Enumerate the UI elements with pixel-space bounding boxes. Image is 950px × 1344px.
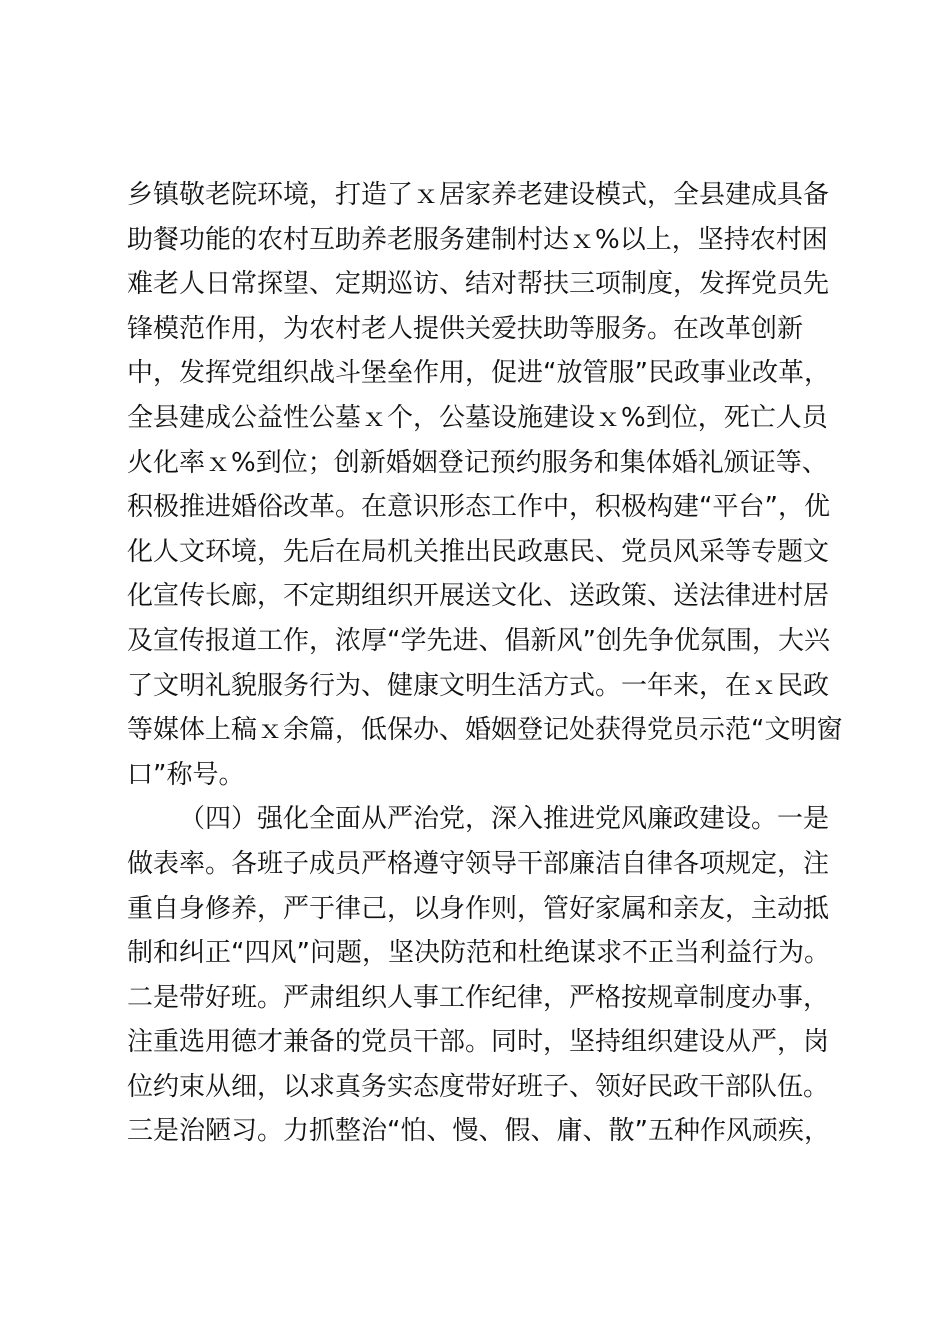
text-line: 重自身修养，严于律己，以身作则，管好家属和亲友，主动抵 [127,893,830,924]
text-line: 中，发挥党组织战斗堡垒作用，促进“放管服”民政事业改革， [127,358,830,389]
text-line: 注重选用德才兼备的党员干部。同时，坚持组织建设从严，岗 [127,1027,830,1058]
text-line: 等媒体上稿ｘ余篇，低保办、婚姻登记处获得党员示范“文明窗 [127,715,843,746]
text-line: 三是治陋习。力抓整治“怕、慢、假、庸、散”五种作风顽疾， [127,1116,830,1147]
text-line: 火化率ｘ%到位；创新婚姻登记预约服务和集体婚礼颁证等、 [127,447,828,478]
text-line: 二是带好班。严肃组织人事工作纪律，严格按规章制度办事， [127,982,830,1013]
text-line: 口”称号。 [127,759,245,790]
text-line: 助餐功能的农村互助养老服务建制村达ｘ%以上，坚持农村困 [127,224,828,255]
text-line: 位约束从细，以求真务实态度带好班子、领好民政干部队伍。 [127,1071,830,1102]
text-line: 做表率。各班子成员严格遵守领导干部廉洁自律各项规定，注 [127,848,830,879]
section-heading-line: （四）强化全面从严治党，深入推进党风廉政建设。一是 [179,804,830,835]
text-line: 制和纠正“四风”问题，坚决防范和杜绝谋求不正当利益行为。 [127,938,830,969]
text-line: 锋模范作用，为农村老人提供关爱扶助等服务。在改革创新 [127,313,804,344]
text-line: 全县建成公益性公墓ｘ个，公墓设施建设ｘ%到位，死亡人员 [127,402,828,433]
text-line: 化人文环境，先后在局机关推出民政惠民、党员风采等专题文 [127,536,830,567]
text-line: 积极推进婚俗改革。在意识形态工作中，积极构建“平台”，优 [127,492,830,523]
text-line: 乡镇敬老院环境，打造了ｘ居家养老建设模式，全县建成具备 [127,180,830,210]
text-line: 了文明礼貌服务行为、健康文明生活方式。一年来，在ｘ民政 [127,670,830,701]
text-line: 难老人日常探望、定期巡访、结对帮扶三项制度，发挥党员先 [127,269,830,300]
text-line: 及宣传报道工作，浓厚“学先进、倡新风”创先争优氛围，大兴 [127,625,830,656]
body-text [127,173,843,1154]
text-line: 化宣传长廊，不定期组织开展送文化、送政策、送法律进村居 [127,581,830,612]
